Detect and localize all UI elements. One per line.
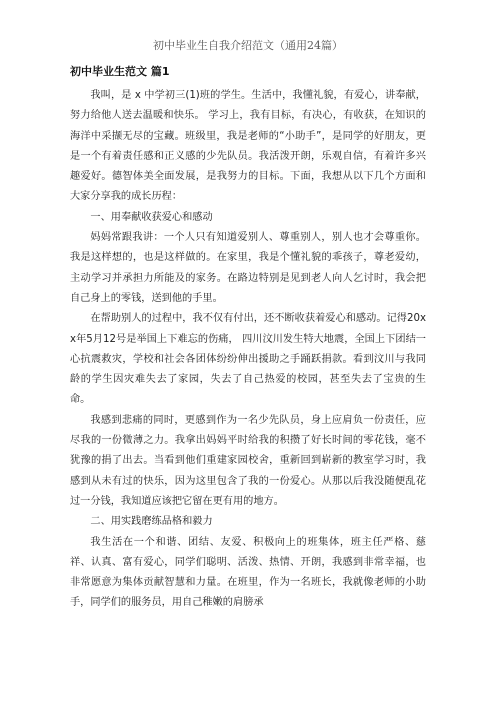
body-paragraph: 妈妈常跟我讲：一个人只有知道爱别人、尊重别人，别人也才会尊重你。我是这样想的，也是这样做的。在家里，我是个懂礼貌的乖孩子，尊老爱幼，主动学习并承担力所能及的家务。在路边特别是见到老人向人乞讨时，我会把自己身上的零钱，送到他的手里。 [70, 232, 426, 304]
document-title: 初中毕业生自我介绍范文（通用24篇） [153, 39, 343, 52]
body-paragraph: 我叫，是 x 中学初三(1)班的学生。生活中，我懂礼貌，有爱心，讲奉献，努力给他人送去温暖和快乐。 学习上，我有目标，有决心，有收获，在知识的海洋中采撷无尽的宝藏。班级里，我是老师的“小助手”，是同学的好朋友，更是一个有着责任感和正义感的少先队员。我活泼开朗，乐观自信，有着许多兴趣爱好。德智体美全面发展，是我努力的目标。下面，我想从以下几个方面和大家分享我的成长历程： [70, 90, 426, 203]
body-paragraph: 在帮助别人的过程中，我不仅有付出，还不断收获着爱心和感动。记得20xx年5月12号是举国上下难忘的伤痛， 四川汶川发生特大地震，全国上下团结一心抗震救灾，学校和社会各团体纷纷伸出援助之手踊跃捐款。看到汶川与我同龄的学生因灾难失去了家园，失去了自己热爱的校园，甚至失去了宝贵的生命。 [70, 313, 426, 406]
article-heading: 初中毕业生范文 篇1 [70, 65, 170, 78]
body-paragraph: 我生活在一个和谐、团结、友爱、积极向上的班集体，班主任严格、慈祥、认真、富有爱心，同学们聪明、活泼、热情、开朗，我感到非常幸福，也非常愿意为集体贡献智慧和力量。在班里，作为一名班长，我就像老师的小助手，同学们的服务员，用自己稚嫩的肩膀承 [70, 536, 426, 609]
section-heading: 二、用实践磨练品格和毅力 [90, 516, 213, 528]
body-paragraph: 我感到悲痛的同时，更感到作为一名少先队员，身上应肩负一份责任，应尽我的一份微薄之力。我拿出妈妈平时给我的积攒了好长时间的零花钱，毫不犹豫的捐了出去。当看到他们重建家园校舍，重新回到崭新的教室学习时，我感到从未有过的快乐，因为这里包含了我的一份爱心。从那以后我没随便乱花过一分钱，我知道应该把它留在更有用的地方。 [70, 414, 426, 507]
article-body [70, 86, 426, 614]
section-heading: 一、用奉献收获爱心和感动 [90, 211, 213, 223]
